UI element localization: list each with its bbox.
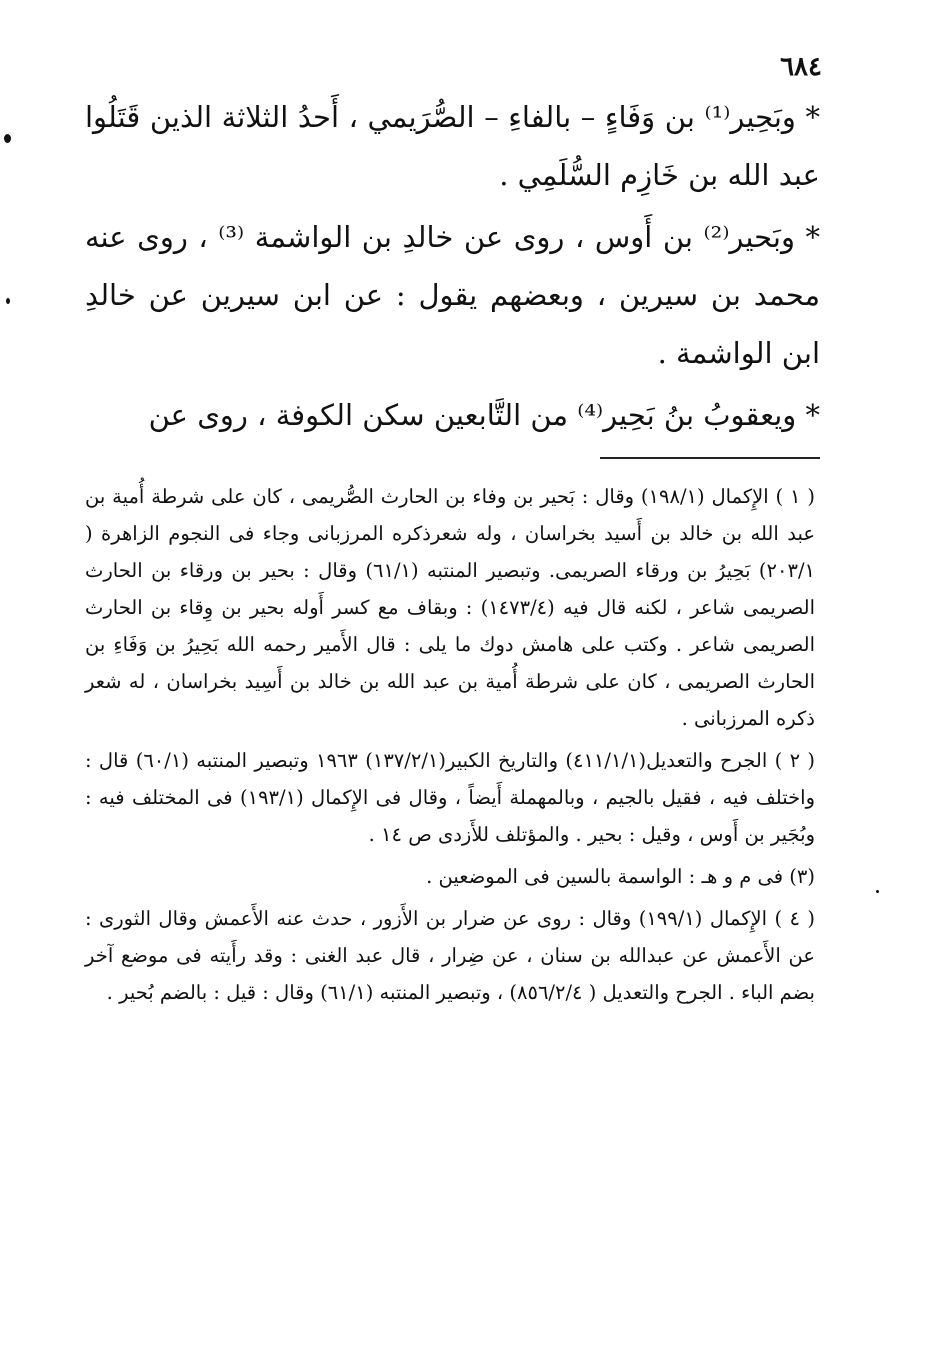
scan-speck-mark bbox=[4, 134, 11, 143]
scan-speck-mark bbox=[876, 890, 879, 893]
footnote-1: ( ١ ) الإِكمال (١٩٨/١) وقال : بَحير بن وفاء بن الحارث الصُّريمى ، كان على شرطة أُمية بن عبد الله بن خالد بن أَسيد بخراسان ، وله شعرذكره المرزبانى وجاء فى النجوم الزاهرة ( ٢٠٣/١) بَحِيرُ بن ورقاء الصريمى. وتبصير المنتبه (٦١/١) وقال : بحير بن ورقاء بن الحارث الصريمى شاعر ، لكنه قال فيه (١٤٧٣/٤) : وبقاف مع كسر أَوله بحير بن وِقاء بن الحارث الصريمى شاعر . وكتب على هامش دوك ما يلى : قال الأَمير رحمه الله بَحِيرُ بن وَفَاءِ بن الحارث الصريمى ، كان على شرطة أُمية بن عبد الله بن خالد بن أَسِيد بخراسان ، له شعر ذكره المرزبانى . bbox=[85, 485, 816, 730]
footnote-4: ( ٤ ) الإِكمال (١٩٩/١) وقال : روى عن ضرار بن الأَزور ، حدث عنه الأَعمش وقال الثورى : عن الأَعمش عن عبدالله بن سنان ، عن ضِرار ، قال عبد الغنى : وقد رأَيته فى موضع آخر بضم الباء . الجرح والتعديل ( ٨٥٦/٢/٤) ، وتبصير المنتبه (٦١/١) وقال : قيل : بالضم بُحير . bbox=[85, 907, 815, 1004]
entry-yaqub-ibn-bahir: * ويعقوبُ بنُ بَحِير⁽⁴⁾ من التَّابعين سكن الكوفة ، روى عن bbox=[148, 398, 820, 432]
footnote-2: ( ٢ ) الجرح والتعديل(٤١١/١/١) والتاريخ الكبير(١٣٧/٢/١) ١٩٦٣ وتبصير المنتبه (٦٠/١) قال : واختلف فيه ، فقيل بالجيم ، وبالمهملة أَيضاً ، وقال فى الإِكمال (١٩٣/١) فى المختلف فيه : وبُجَير بن أَوس ، وقيل : بحير . والمؤتلف للأَزدى ص ١٤ . bbox=[85, 749, 816, 846]
footnotes bbox=[85, 478, 815, 1016]
scan-speck-mark bbox=[6, 298, 10, 304]
main-text bbox=[85, 88, 820, 448]
entry-bahir-ibn-aws: * وبَحير⁽²⁾ بن أَوس ، روى عن خالدِ بن الواشمة ⁽³⁾ ، روى عنه محمد بن سيرين ، وبعضهم يقول : عن ابن سيرين عن خالدِ ابن الواشمة . bbox=[85, 220, 821, 370]
footnote-separator bbox=[600, 457, 820, 459]
entry-bahir-ibn-wafa: * وبَحِير⁽¹⁾ بن وَفَاءٍ – بالفاءِ – الصُّرَيمي ، أَحدُ الثلاثة الذين قَتَلُوا عبد الله بن خَازِم السُّلَمِي . bbox=[85, 100, 821, 192]
page-number: ٦٨٤ bbox=[780, 52, 822, 82]
footnote-3: (٣) فى م و هـ : الواسمة بالسين فى الموضعين . bbox=[426, 865, 815, 888]
